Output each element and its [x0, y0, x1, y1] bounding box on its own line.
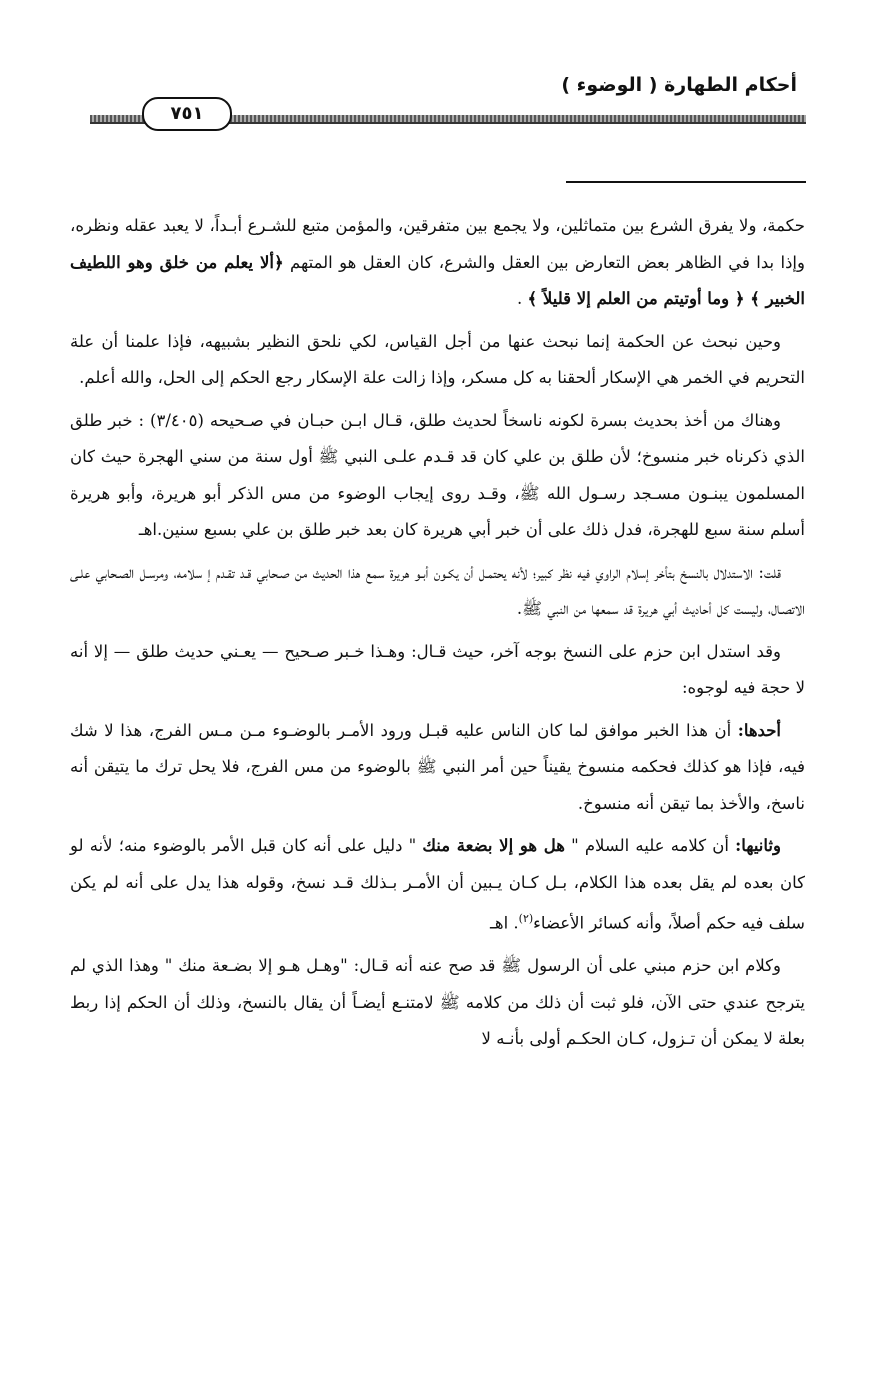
paragraph-1-text: حكمة، ولا يفرق الشرع بين متماثلين، ولا يجمع بين متفرقين، والمؤمن متبع للشـرع أبـداً، لا يعبد عقله ونظره، وإذا بدا في الظاهر بعض التعارض بين العقل والشرع، كان العقل هو المتهم: [70, 216, 805, 272]
running-header-title: أحكام الطهارة ( الوضوء ): [561, 74, 797, 96]
paragraph-7-text-c: . اهـ: [490, 913, 519, 933]
paragraph-7-text-b: " دليل على أنه كان قبل الأمر بالوضوء منه؛ لأنه لو كان بعده لم يقل بعده هذا الكلام، بـل كـان يـبين أن الأمـر بـذلك قـد نسخ، وقوله هذا يدل على أنه لم يكن سلف فيه حكم أصلاً، وأنه كسائر الأعضاء: [70, 836, 805, 933]
hadith-quote: هل هو إلا بضعة منك: [422, 836, 565, 855]
paragraph-2: وحين نبحث عن الحكمة إنما نبحث عنها من أجل القياس، لكي نلحق النظير بشبيهه، فإذا علمنا أن علة التحريم في الخمر هي الإسكار ألحقنا به كل مسكر، وإذا زالت علة الإسكار رجع الحكم إلى الحل، والله أعلم.: [70, 331, 805, 387]
paragraph-7-label: وثانيها:: [735, 836, 781, 855]
continuation-rule: [566, 181, 806, 183]
paragraph-6-text: أن هذا الخبر موافق لما كان الناس عليه قبـل ورود الأمـر بالوضـوء مـن مـس الفرج، هذا لا شك فيه، فإذا هو كذلك فحكمه منسوخ يقيناً حين أمر النبي ﷺ بالوضوء من مس الفرج، فلا يحل ترك ما يتيقن أنه ناسخ، والأخذ بما تيقن أنه منسوخ.: [70, 720, 805, 813]
paragraph-4: قلت: الاستدلال بالنسخ بتأخر إسلام الراوي فيه نظر كبير؛ لأنه يحتمـل أن يكـون أبـو هريرة سمع هذا الحديث من صـحابي قـد تقـدم إ سلامه، ومرسـل الصـحابي علـى الاتصـال، وليست كل أحاديث أبي هريرة قد سمعها من النبي ﷺ.: [70, 562, 805, 618]
footnote-marker[interactable]: (٢): [518, 912, 534, 925]
paragraph-7-text-a: أن كلامه عليه السلام ": [564, 836, 736, 855]
paragraph-6-label: أحدها:: [737, 720, 781, 740]
page-body: [70, 208, 805, 1064]
paragraph-8: وكلام ابن حزم مبني على أن الرسول ﷺ قد صح عنه أنه قـال: "وهـل هـو إلا بضـعة منك " وهذا الذي لم يترجح عندي حتى الآن، فلو ثبت أن ذلك من كلامه ﷺ لامتنـع أيضـاً أن يقال بالنسخ، وذلك أن الحكم إذا ربط بعلة لا يمكن أن تـزول، كـان الحكـم أولى بأنـه لا: [70, 956, 805, 1048]
paragraph-3: وهناك من أخذ بحديث بسرة لكونه ناسخاً لحديث طلق، قـال ابـن حبـان في صـحيحه (٣/٤٠٥) : خبر طلق الذي ذكرناه خبر منسوخ؛ لأن طلق بن علي كان قد قـدم علـى النبي ﷺ أول سنة من سني الهجرة حيث كان المسلمون يبنـون مسـجد رسـول الله ﷺ، وقـد روى إيجاب الوضوء من مس الذكر أبو هريرة، وأبو هريرة أسلم سنة سبع للهجرة، فدل ذلك على أن خبر أبي هريرة كان بعد خبر طلق بن علي بسبع سنين.اهـ: [70, 410, 805, 539]
paragraph-7: [70, 828, 805, 942]
paragraph-5: وقد استدل ابن حزم على النسخ بوجه آخر، حيث قـال: وهـذا خـبر صـحيح — يعـني حديث طلق — إلا أنه لا حجة فيه لوجوه:: [70, 641, 805, 697]
paragraph-1-end: .: [516, 289, 528, 308]
paragraph-6: [70, 713, 805, 823]
quranic-quote: ﴿ألا يعلم من خلق وهو اللطيف الخبير ﴾ ﴿ وما أوتيتم من العلم إلا قليلاً ﴾: [70, 252, 805, 308]
paragraph-1: [70, 208, 805, 318]
page-number: ٧٥١: [142, 97, 232, 131]
